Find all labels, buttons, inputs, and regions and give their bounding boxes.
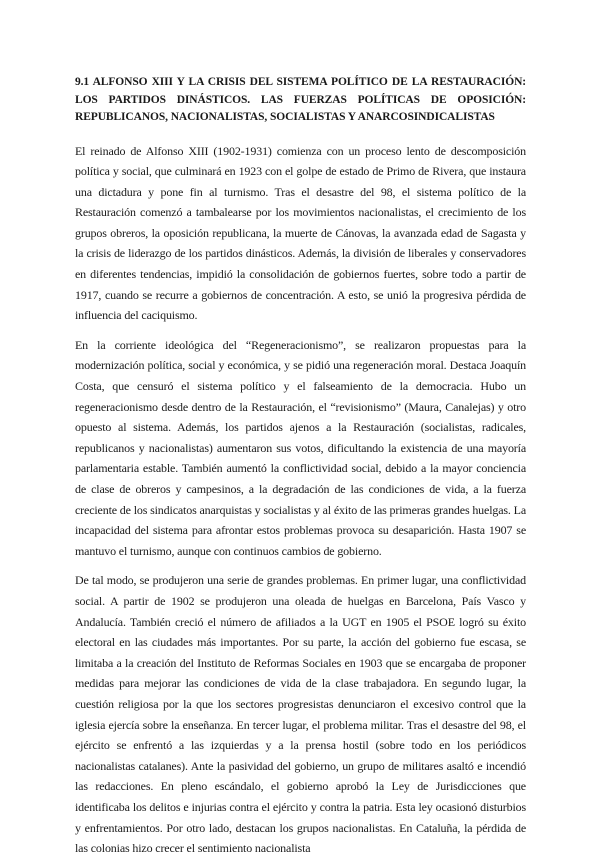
section-heading: 9.1 ALFONSO XIII Y LA CRISIS DEL SISTEMA POLÍTICO DE LA RESTAURACIÓN: LOS PARTIDOS DINÁSTICOS. LAS FUERZAS POLÍTICAS DE OPOSICIÓN: REPUBLICANOS, NACIONALISTAS, SOCIALISTAS Y ANARCOSINDICALISTAS bbox=[75, 76, 526, 123]
document-page bbox=[75, 74, 526, 868]
paragraph-reinado: El reinado de Alfonso XIII (1902-1931) comienza con un proceso lento de descomposición política y social, que culminará en 1923 con el golpe de estado de Primo de Rivera, que instaura una dictadura y pone fin al turnismo. Tras el desastre del 98, el sistema político de la Restauración comenzó a tambalearse por los movimientos nacionalistas, el crecimiento de los grupos obreros, la oposición republicana, la muerte de Cánovas, la avanzada edad de Sagasta y la crisis de liderazgo de los partidos dinásticos. Además, la división de liberales y conservadores en diferentes tendencias, impidió la consolidación de gobiernos fuertes, sobre todo a partir de 1917, cuando se recurre a gobiernos de concentración. A esto, se unió la progresiva pérdida de influencia del caciquismo. bbox=[75, 143, 526, 323]
paragraph-problemas: De tal modo, se produjeron una serie de grandes problemas. En primer lugar, una conflictividad social. A partir de 1902 se produjeron una oleada de huelgas en Barcelona, País Vasco y Andalucía. También creció el número de afiliados a la UGT en 1905 el PSOE logró su éxito electoral en las ciudades más importantes. Por su parte, la acción del gobierno fue escasa, se limitaba a la creación del Instituto de Reformas Sociales en 1903 que se encargaba de proponer medidas para mejorar las condiciones de vida de la clase trabajadora. En segundo lugar, la cuestión religiosa por la que los sectores progresistas denunciaron el excesivo control que la iglesia ejercía sobre la enseñanza. En tercer lugar, el problema militar. Tras el desastre del 98, el ejército se enfrentó a las izquierdas y a la prensa hostil (sobre todo en los periódicos nacionalistas catalanes). Ante la pasividad del gobierno, un grupo de militares asaltó e incendió las redacciones. En pleno escándalo, el gobierno aprobó la Ley de Jurisdicciones que identificaba los delitos e injurias contra el ejército y contra la patria. Esta ley ocasionó disturbios y enfrentamientos. Por otro lado, destacan los grupos nacionalistas. En Cataluña, la pérdida de las colonias hizo crecer el sentimiento nacionalista bbox=[75, 573, 526, 856]
paragraph-regeneracionismo: En la corriente ideológica del “Regeneracionismo”, se realizaron propuestas para la modernización política, social y económica, y se pidió una regeneración moral. Destaca Joaquín Costa, que censuró el sistema político y el falseamiento de la democracia. Hubo un regeneracionismo desde dentro de la Restauración, el “revisionismo” (Maura, Canalejas) y otro opuesto al sistema. Además, los partidos ajenos a la Restauración (socialistas, radicales, republicanos y nacionalistas) aumentaron sus votos, dificultando la existencia de una mayoría parlamentaria estable. También aumentó la conflictividad social, debido a la mayor conciencia de clase de obreros y campesinos, a la degradación de las condiciones de vida, a la fuerza creciente de los sindicatos anarquistas y socialistas y al éxito de las primeras grandes huelgas. La incapacidad del sistema para afrontar estos problemas provoca su desaparición. Hasta 1907 se mantuvo el turnismo, aunque con continuos cambios de gobierno. bbox=[75, 337, 526, 558]
